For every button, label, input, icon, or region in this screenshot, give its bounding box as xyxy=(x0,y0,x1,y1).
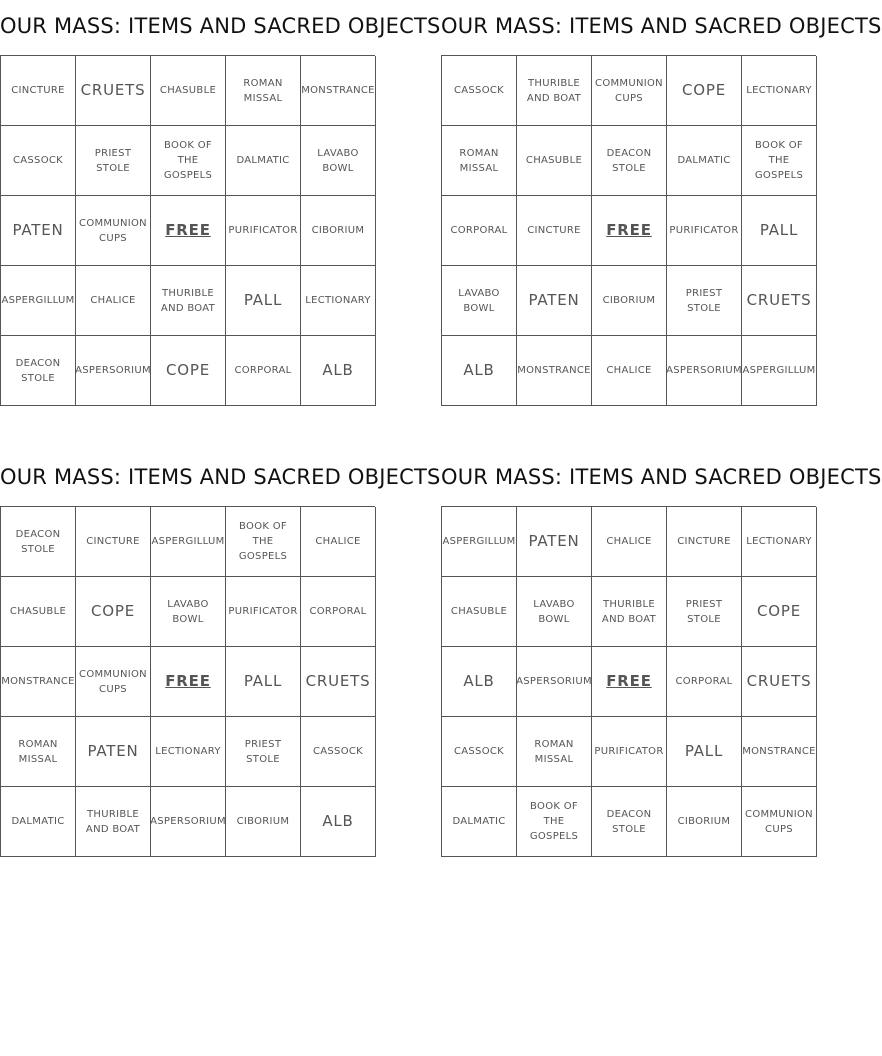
card-title: OUR MASS: ITEMS AND SACRED OBJECTS xyxy=(0,465,441,489)
bingo-cell: COMMUNION CUPS xyxy=(76,647,151,717)
free-space: FREE xyxy=(592,196,667,266)
bingo-cell: DEACON STOLE xyxy=(1,336,76,406)
bingo-cell: PRIEST STOLE xyxy=(667,577,742,647)
bingo-cell: CASSOCK xyxy=(1,126,76,196)
bingo-cell: CHASUBLE xyxy=(151,56,226,126)
bingo-cell: CINCTURE xyxy=(1,56,76,126)
bingo-cell: PURIFICATOR xyxy=(226,196,301,266)
bingo-cell: CRUETS xyxy=(76,56,151,126)
bingo-cell: ASPERSORIUM xyxy=(517,647,592,717)
bingo-cell: DEACON STOLE xyxy=(1,507,76,577)
bingo-cell: CHASUBLE xyxy=(442,577,517,647)
bingo-cell: THURIBLE AND BOAT xyxy=(76,787,151,857)
bingo-cell: PALL xyxy=(742,196,817,266)
bingo-cell: CRUETS xyxy=(301,647,376,717)
bingo-cell: LECTIONARY xyxy=(301,266,376,336)
bingo-cell: COMMUNION CUPS xyxy=(592,56,667,126)
bingo-cell: CRUETS xyxy=(742,266,817,336)
bingo-cell: LECTIONARY xyxy=(742,56,817,126)
bingo-cell: CASSOCK xyxy=(301,717,376,787)
bingo-cell: COPE xyxy=(742,577,817,647)
free-space: FREE xyxy=(151,647,226,717)
bingo-cell: PALL xyxy=(226,647,301,717)
bingo-cell: LECTIONARY xyxy=(151,717,226,787)
free-space: FREE xyxy=(592,647,667,717)
bingo-cell: LAVABO BOWL xyxy=(301,126,376,196)
bingo-cell: CHASUBLE xyxy=(517,126,592,196)
bingo-cell: CRUETS xyxy=(742,647,817,717)
bingo-cell: CORPORAL xyxy=(667,647,742,717)
bingo-cell: ASPERGILLUM xyxy=(442,507,517,577)
bingo-cell: DALMATIC xyxy=(442,787,517,857)
bingo-cell: ASPERSORIUM xyxy=(151,787,226,857)
bingo-cell: PATEN xyxy=(1,196,76,266)
bingo-cell: PURIFICATOR xyxy=(226,577,301,647)
bingo-grid xyxy=(441,55,816,406)
bingo-cell: PATEN xyxy=(517,266,592,336)
bingo-cell: MONSTRANCE xyxy=(517,336,592,406)
bingo-cell: LECTIONARY xyxy=(742,507,817,577)
bingo-cell: CIBORIUM xyxy=(301,196,376,266)
bingo-cell: PATEN xyxy=(517,507,592,577)
bingo-cell: PALL xyxy=(226,266,301,336)
bingo-cell: CORPORAL xyxy=(226,336,301,406)
bingo-cell: DALMATIC xyxy=(226,126,301,196)
bingo-cell: LAVABO BOWL xyxy=(151,577,226,647)
bingo-cell: THURIBLE AND BOAT xyxy=(592,577,667,647)
bingo-cell: COPE xyxy=(151,336,226,406)
bingo-cell: ASPERSORIUM xyxy=(76,336,151,406)
bingo-card-2 xyxy=(441,0,882,380)
bingo-cell: ALB xyxy=(301,787,376,857)
bingo-cell: CINCTURE xyxy=(667,507,742,577)
bingo-cell: THURIBLE AND BOAT xyxy=(151,266,226,336)
bingo-cell: PALL xyxy=(667,717,742,787)
bingo-grid xyxy=(0,506,375,857)
bingo-cell: CASSOCK xyxy=(442,717,517,787)
bingo-cell: CHALICE xyxy=(76,266,151,336)
bingo-cell: CASSOCK xyxy=(442,56,517,126)
bingo-cell: DEACON STOLE xyxy=(592,126,667,196)
bingo-cell: COPE xyxy=(667,56,742,126)
bingo-cell: ROMAN MISSAL xyxy=(517,717,592,787)
bingo-card-3 xyxy=(0,451,441,835)
bingo-cell: CHALICE xyxy=(592,507,667,577)
bingo-cell: PRIEST STOLE xyxy=(76,126,151,196)
bingo-cell: CHALICE xyxy=(592,336,667,406)
card-title: OUR MASS: ITEMS AND SACRED OBJECTS xyxy=(441,14,882,38)
bingo-cell: CIBORIUM xyxy=(226,787,301,857)
bingo-cell: MONSTRANCE xyxy=(742,717,817,787)
bingo-cell: DALMATIC xyxy=(667,126,742,196)
bingo-cell: BOOK OF THE GOSPELS xyxy=(226,507,301,577)
bingo-cell: BOOK OF THE GOSPELS xyxy=(517,787,592,857)
bingo-cell: PURIFICATOR xyxy=(592,717,667,787)
bingo-card-4 xyxy=(441,451,882,842)
bingo-cell: CINCTURE xyxy=(517,196,592,266)
bingo-cell: MONSTRANCE xyxy=(1,647,76,717)
bingo-cell: ROMAN MISSAL xyxy=(226,56,301,126)
bingo-cell: CINCTURE xyxy=(76,507,151,577)
bingo-card-1 xyxy=(0,0,441,384)
bingo-cell: ASPERGILLUM xyxy=(742,336,817,406)
bingo-cell: DALMATIC xyxy=(1,787,76,857)
bingo-cell: LAVABO BOWL xyxy=(442,266,517,336)
bingo-cell: BOOK OF THE GOSPELS xyxy=(151,126,226,196)
bingo-cell: CIBORIUM xyxy=(667,787,742,857)
bingo-cell: PRIEST STOLE xyxy=(226,717,301,787)
bingo-cell: ROMAN MISSAL xyxy=(1,717,76,787)
bingo-cell: PATEN xyxy=(76,717,151,787)
bingo-cell: LAVABO BOWL xyxy=(517,577,592,647)
bingo-cell: CHALICE xyxy=(301,507,376,577)
bingo-cell: MONSTRANCE xyxy=(301,56,376,126)
bingo-cell: ALB xyxy=(442,336,517,406)
bingo-cell: COMMUNION CUPS xyxy=(76,196,151,266)
bingo-cell: PURIFICATOR xyxy=(667,196,742,266)
bingo-grid xyxy=(0,55,375,406)
bingo-cell: COPE xyxy=(76,577,151,647)
bingo-cell: ASPERSORIUM xyxy=(667,336,742,406)
bingo-cell: ASPERGILLUM xyxy=(151,507,226,577)
bingo-cell: DEACON STOLE xyxy=(592,787,667,857)
bingo-cell: BOOK OF THE GOSPELS xyxy=(742,126,817,196)
bingo-cell: THURIBLE AND BOAT xyxy=(517,56,592,126)
bingo-cell: COMMUNION CUPS xyxy=(742,787,817,857)
bingo-cell: ALB xyxy=(301,336,376,406)
bingo-cell: PRIEST STOLE xyxy=(667,266,742,336)
bingo-cell: CHASUBLE xyxy=(1,577,76,647)
bingo-grid xyxy=(441,506,816,857)
free-space: FREE xyxy=(151,196,226,266)
bingo-cell: CIBORIUM xyxy=(592,266,667,336)
bingo-cell: ASPERGILLUM xyxy=(1,266,76,336)
card-title: OUR MASS: ITEMS AND SACRED OBJECTS xyxy=(441,465,882,489)
bingo-cell: CORPORAL xyxy=(301,577,376,647)
bingo-cell: ROMAN MISSAL xyxy=(442,126,517,196)
card-title: OUR MASS: ITEMS AND SACRED OBJECTS xyxy=(0,14,441,38)
bingo-cell: CORPORAL xyxy=(442,196,517,266)
bingo-cell: ALB xyxy=(442,647,517,717)
